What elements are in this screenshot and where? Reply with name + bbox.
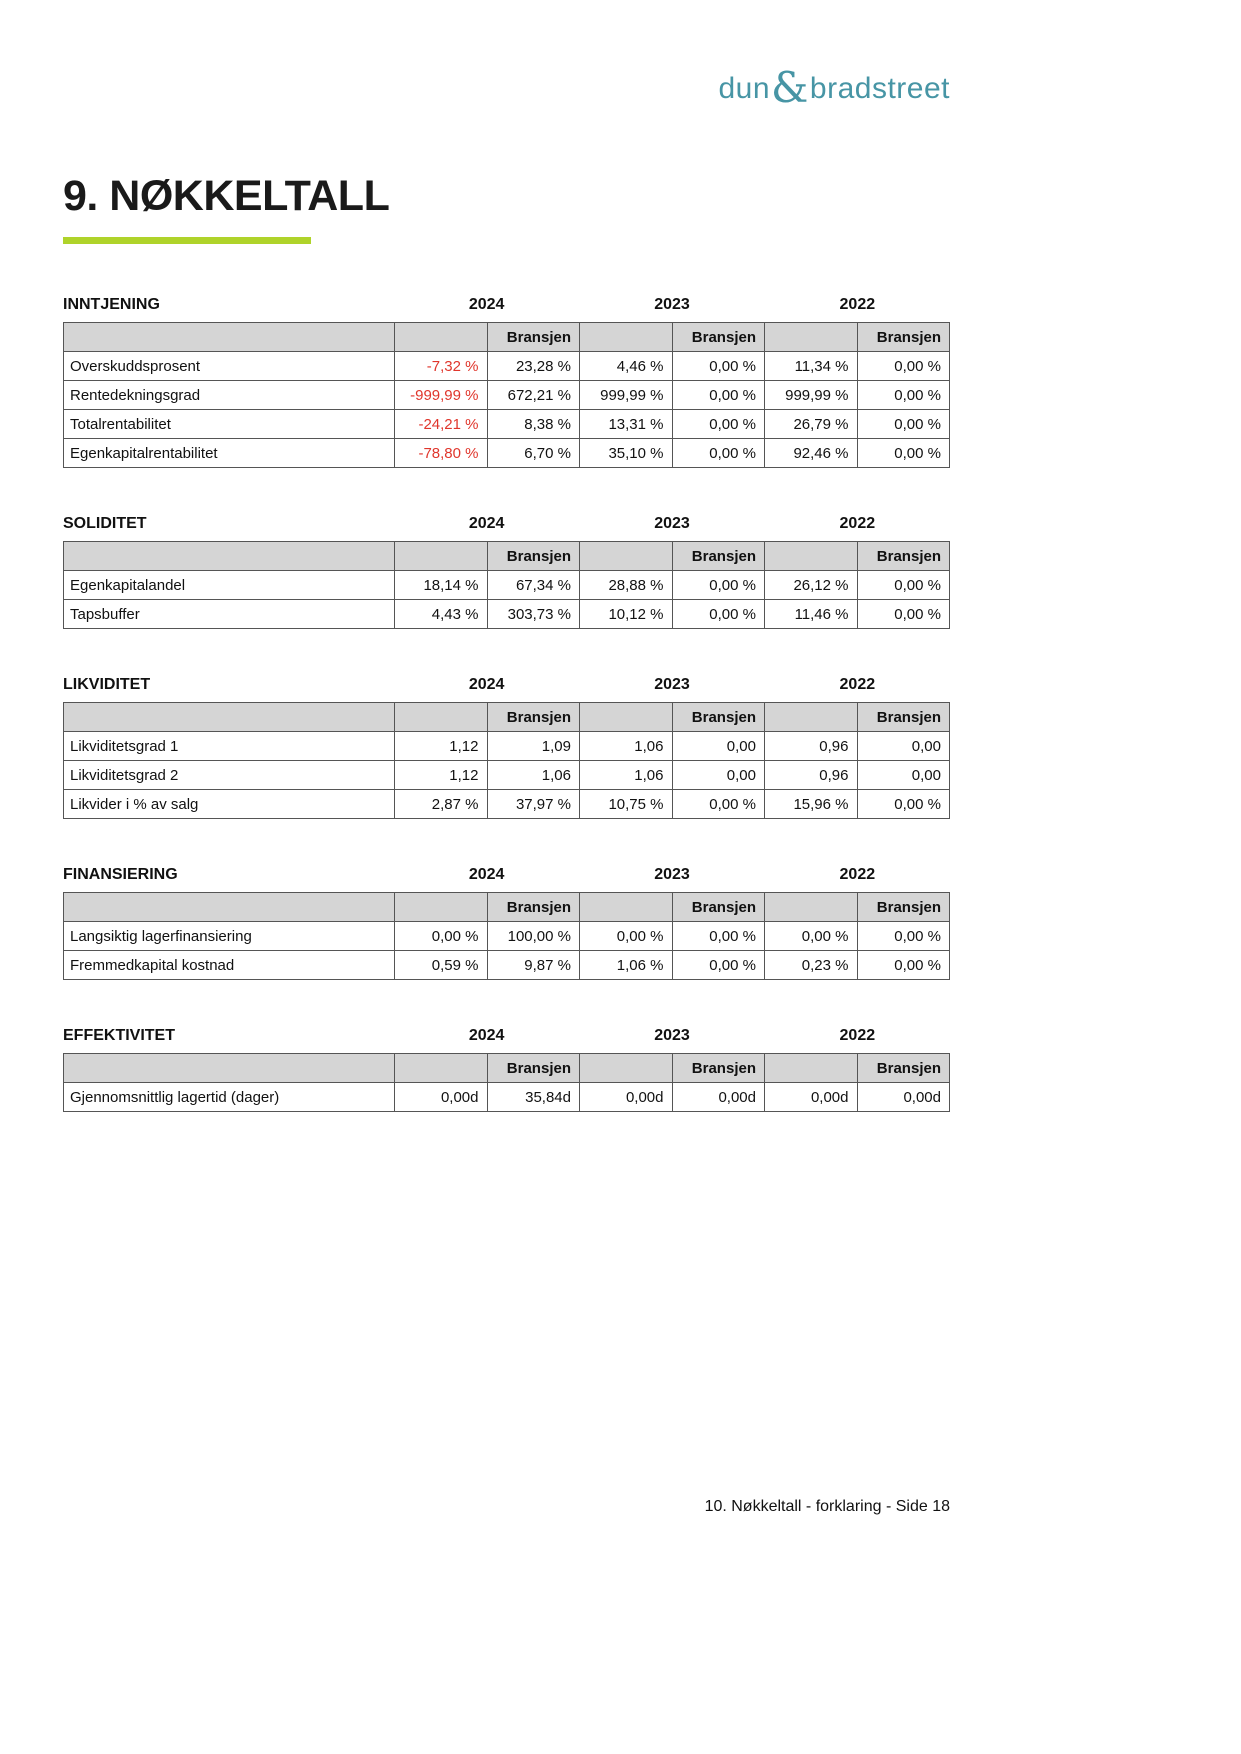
value-cell: 11,34 % (765, 352, 858, 381)
year-header-2022: 2022 (839, 676, 876, 693)
value-cell: 0,00d (857, 1083, 950, 1112)
bransjen-header-cell: Bransjen (672, 323, 765, 352)
blank-header-cell (580, 893, 673, 922)
bransjen-header-cell: Bransjen (672, 542, 765, 571)
inntjening-table (63, 322, 950, 468)
value-cell: 100,00 % (487, 922, 580, 951)
value-cell: 35,10 % (580, 439, 673, 468)
value-cell: 1,12 (395, 761, 488, 790)
value-cell: 0,00 % (672, 352, 765, 381)
value-cell: 672,21 % (487, 381, 580, 410)
blank-header-cell (395, 703, 488, 732)
bransjen-header-row (64, 893, 950, 922)
logo-text-dun: dun (718, 72, 771, 105)
row-label: Gjennomsnittlig lagertid (dager) (64, 1083, 395, 1112)
row-label: Likviditetsgrad 2 (64, 761, 395, 790)
section-soliditet (63, 515, 950, 629)
value-cell: 0,96 (765, 732, 858, 761)
value-cell: 0,96 (765, 761, 858, 790)
year-header-2024: 2024 (468, 866, 505, 883)
value-cell: 0,00 % (857, 352, 950, 381)
value-cell: 9,87 % (487, 951, 580, 980)
blank-header-cell (395, 1054, 488, 1083)
value-cell: 28,88 % (580, 571, 673, 600)
value-cell: 0,00 (672, 732, 765, 761)
section-title: SOLIDITET (63, 515, 147, 532)
value-cell: 0,00 % (857, 922, 950, 951)
section-header (63, 515, 950, 533)
year-header-2024: 2024 (468, 1027, 505, 1044)
finansiering-table (63, 892, 950, 980)
ampersand-glyph: & (771, 63, 809, 112)
bransjen-header-row (64, 1054, 950, 1083)
value-cell: 999,99 % (580, 381, 673, 410)
value-cell: -999,99 % (395, 381, 488, 410)
blank-header-cell (580, 542, 673, 571)
value-cell: 0,00 % (857, 600, 950, 629)
year-header-2022: 2022 (839, 296, 876, 313)
blank-header-cell (64, 323, 395, 352)
value-cell: 303,73 % (487, 600, 580, 629)
table-row (64, 571, 950, 600)
bransjen-header-cell: Bransjen (672, 893, 765, 922)
value-cell: 0,00 % (672, 922, 765, 951)
value-cell: 6,70 % (487, 439, 580, 468)
value-cell: 4,46 % (580, 352, 673, 381)
bransjen-header-row (64, 542, 950, 571)
value-cell: 0,00d (672, 1083, 765, 1112)
year-header-2024: 2024 (468, 676, 505, 693)
value-cell: 0,00 % (580, 922, 673, 951)
section-title: EFFEKTIVITET (63, 1027, 175, 1044)
value-cell: 0,00 % (672, 410, 765, 439)
value-cell: 0,00 % (672, 571, 765, 600)
bransjen-header-row (64, 323, 950, 352)
effektivitet-table (63, 1053, 950, 1112)
blank-header-cell (765, 703, 858, 732)
value-cell: 26,12 % (765, 571, 858, 600)
table-row (64, 951, 950, 980)
row-label: Tapsbuffer (64, 600, 395, 629)
section-header (63, 296, 950, 314)
value-cell: 1,06 (487, 761, 580, 790)
row-label: Langsiktig lagerfinansiering (64, 922, 395, 951)
value-cell: 0,00 % (857, 790, 950, 819)
section-title: LIKVIDITET (63, 676, 151, 693)
value-cell: 1,12 (395, 732, 488, 761)
value-cell: 0,23 % (765, 951, 858, 980)
blank-header-cell (64, 542, 395, 571)
year-header-2022: 2022 (839, 515, 876, 532)
year-header-2023: 2023 (654, 866, 690, 883)
table-row (64, 1083, 950, 1112)
table-row (64, 761, 950, 790)
bransjen-header-cell: Bransjen (857, 703, 950, 732)
blank-header-cell (64, 703, 395, 732)
blank-header-cell (395, 542, 488, 571)
value-cell: 0,00d (395, 1083, 488, 1112)
year-header-2023: 2023 (654, 515, 690, 532)
logo-row (63, 63, 950, 112)
value-cell: 13,31 % (580, 410, 673, 439)
blank-header-cell (395, 893, 488, 922)
value-cell: 4,43 % (395, 600, 488, 629)
blank-header-cell (765, 323, 858, 352)
page-footer: 10. Nøkkeltall - forklaring - Side 18 (704, 1498, 950, 1515)
value-cell: 0,00d (765, 1083, 858, 1112)
blank-header-cell (765, 1054, 858, 1083)
value-cell: 10,12 % (580, 600, 673, 629)
year-header-2024: 2024 (468, 515, 505, 532)
bransjen-header-cell: Bransjen (857, 1054, 950, 1083)
value-cell: 26,79 % (765, 410, 858, 439)
likviditet-table (63, 702, 950, 819)
value-cell: 0,00 (857, 761, 950, 790)
blank-header-cell (580, 1054, 673, 1083)
value-cell: 11,46 % (765, 600, 858, 629)
table-row (64, 922, 950, 951)
blank-header-cell (765, 893, 858, 922)
blank-header-cell (64, 1054, 395, 1083)
value-cell: 0,00 % (857, 571, 950, 600)
section-header (63, 676, 950, 694)
section-title: FINANSIERING (63, 866, 178, 883)
bransjen-header-cell: Bransjen (672, 1054, 765, 1083)
row-label: Likvider i % av salg (64, 790, 395, 819)
bransjen-header-cell: Bransjen (487, 893, 580, 922)
value-cell: -78,80 % (395, 439, 488, 468)
dun-bradstreet-logo (718, 63, 950, 112)
value-cell: 0,00 % (672, 439, 765, 468)
value-cell: 15,96 % (765, 790, 858, 819)
table-row (64, 732, 950, 761)
value-cell: 2,87 % (395, 790, 488, 819)
value-cell: -24,21 % (395, 410, 488, 439)
value-cell: 37,97 % (487, 790, 580, 819)
bransjen-header-cell: Bransjen (487, 542, 580, 571)
blank-header-cell (64, 893, 395, 922)
value-cell: -7,32 % (395, 352, 488, 381)
table-row (64, 439, 950, 468)
bransjen-header-cell: Bransjen (672, 703, 765, 732)
value-cell: 0,00 % (857, 951, 950, 980)
blank-header-cell (580, 703, 673, 732)
value-cell: 67,34 % (487, 571, 580, 600)
bransjen-header-cell: Bransjen (487, 1054, 580, 1083)
row-label: Overskuddsprosent (64, 352, 395, 381)
bransjen-header-row (64, 703, 950, 732)
section-effektivitet (63, 1027, 950, 1112)
value-cell: 0,00 (857, 732, 950, 761)
year-header-2023: 2023 (654, 1027, 690, 1044)
section-header (63, 1027, 950, 1045)
value-cell: 1,06 (580, 732, 673, 761)
value-cell: 999,99 % (765, 381, 858, 410)
blank-header-cell (765, 542, 858, 571)
bransjen-header-cell: Bransjen (857, 323, 950, 352)
row-label: Egenkapitalrentabilitet (64, 439, 395, 468)
value-cell: 0,00 (672, 761, 765, 790)
section-header (63, 866, 950, 884)
value-cell: 1,06 % (580, 951, 673, 980)
row-label: Fremmedkapital kostnad (64, 951, 395, 980)
page-content (63, 0, 950, 1112)
bransjen-header-cell: Bransjen (487, 703, 580, 732)
table-row (64, 790, 950, 819)
row-label: Rentedekningsgrad (64, 381, 395, 410)
title-accent-bar (63, 237, 311, 244)
bransjen-header-cell: Bransjen (857, 893, 950, 922)
year-header-2023: 2023 (654, 676, 690, 693)
value-cell: 0,00 % (857, 410, 950, 439)
value-cell: 8,38 % (487, 410, 580, 439)
value-cell: 0,00 % (765, 922, 858, 951)
section-likviditet (63, 676, 950, 819)
bransjen-header-cell: Bransjen (487, 323, 580, 352)
year-header-2024: 2024 (468, 296, 505, 313)
table-row (64, 352, 950, 381)
value-cell: 23,28 % (487, 352, 580, 381)
value-cell: 0,00 % (672, 381, 765, 410)
logo-text-bradstreet: bradstreet (809, 72, 950, 105)
value-cell: 0,00 % (672, 600, 765, 629)
table-row (64, 600, 950, 629)
section-finansiering (63, 866, 950, 980)
value-cell: 0,00d (580, 1083, 673, 1112)
value-cell: 35,84d (487, 1083, 580, 1112)
value-cell: 92,46 % (765, 439, 858, 468)
value-cell: 0,00 % (395, 922, 488, 951)
year-header-2022: 2022 (839, 1027, 876, 1044)
value-cell: 18,14 % (395, 571, 488, 600)
row-label: Egenkapitalandel (64, 571, 395, 600)
value-cell: 10,75 % (580, 790, 673, 819)
section-inntjening (63, 296, 950, 468)
value-cell: 1,09 (487, 732, 580, 761)
value-cell: 0,00 % (857, 439, 950, 468)
bransjen-header-cell: Bransjen (857, 542, 950, 571)
value-cell: 0,00 % (857, 381, 950, 410)
table-row (64, 381, 950, 410)
value-cell: 1,06 (580, 761, 673, 790)
table-row (64, 410, 950, 439)
blank-header-cell (395, 323, 488, 352)
value-cell: 0,00 % (672, 951, 765, 980)
page-title: 9. NØKKELTALL (63, 172, 390, 220)
year-header-2022: 2022 (839, 866, 876, 883)
blank-header-cell (580, 323, 673, 352)
value-cell: 0,00 % (672, 790, 765, 819)
section-title: INNTJENING (63, 296, 160, 313)
value-cell: 0,59 % (395, 951, 488, 980)
row-label: Likviditetsgrad 1 (64, 732, 395, 761)
soliditet-table (63, 541, 950, 629)
row-label: Totalrentabilitet (64, 410, 395, 439)
year-header-2023: 2023 (654, 296, 690, 313)
